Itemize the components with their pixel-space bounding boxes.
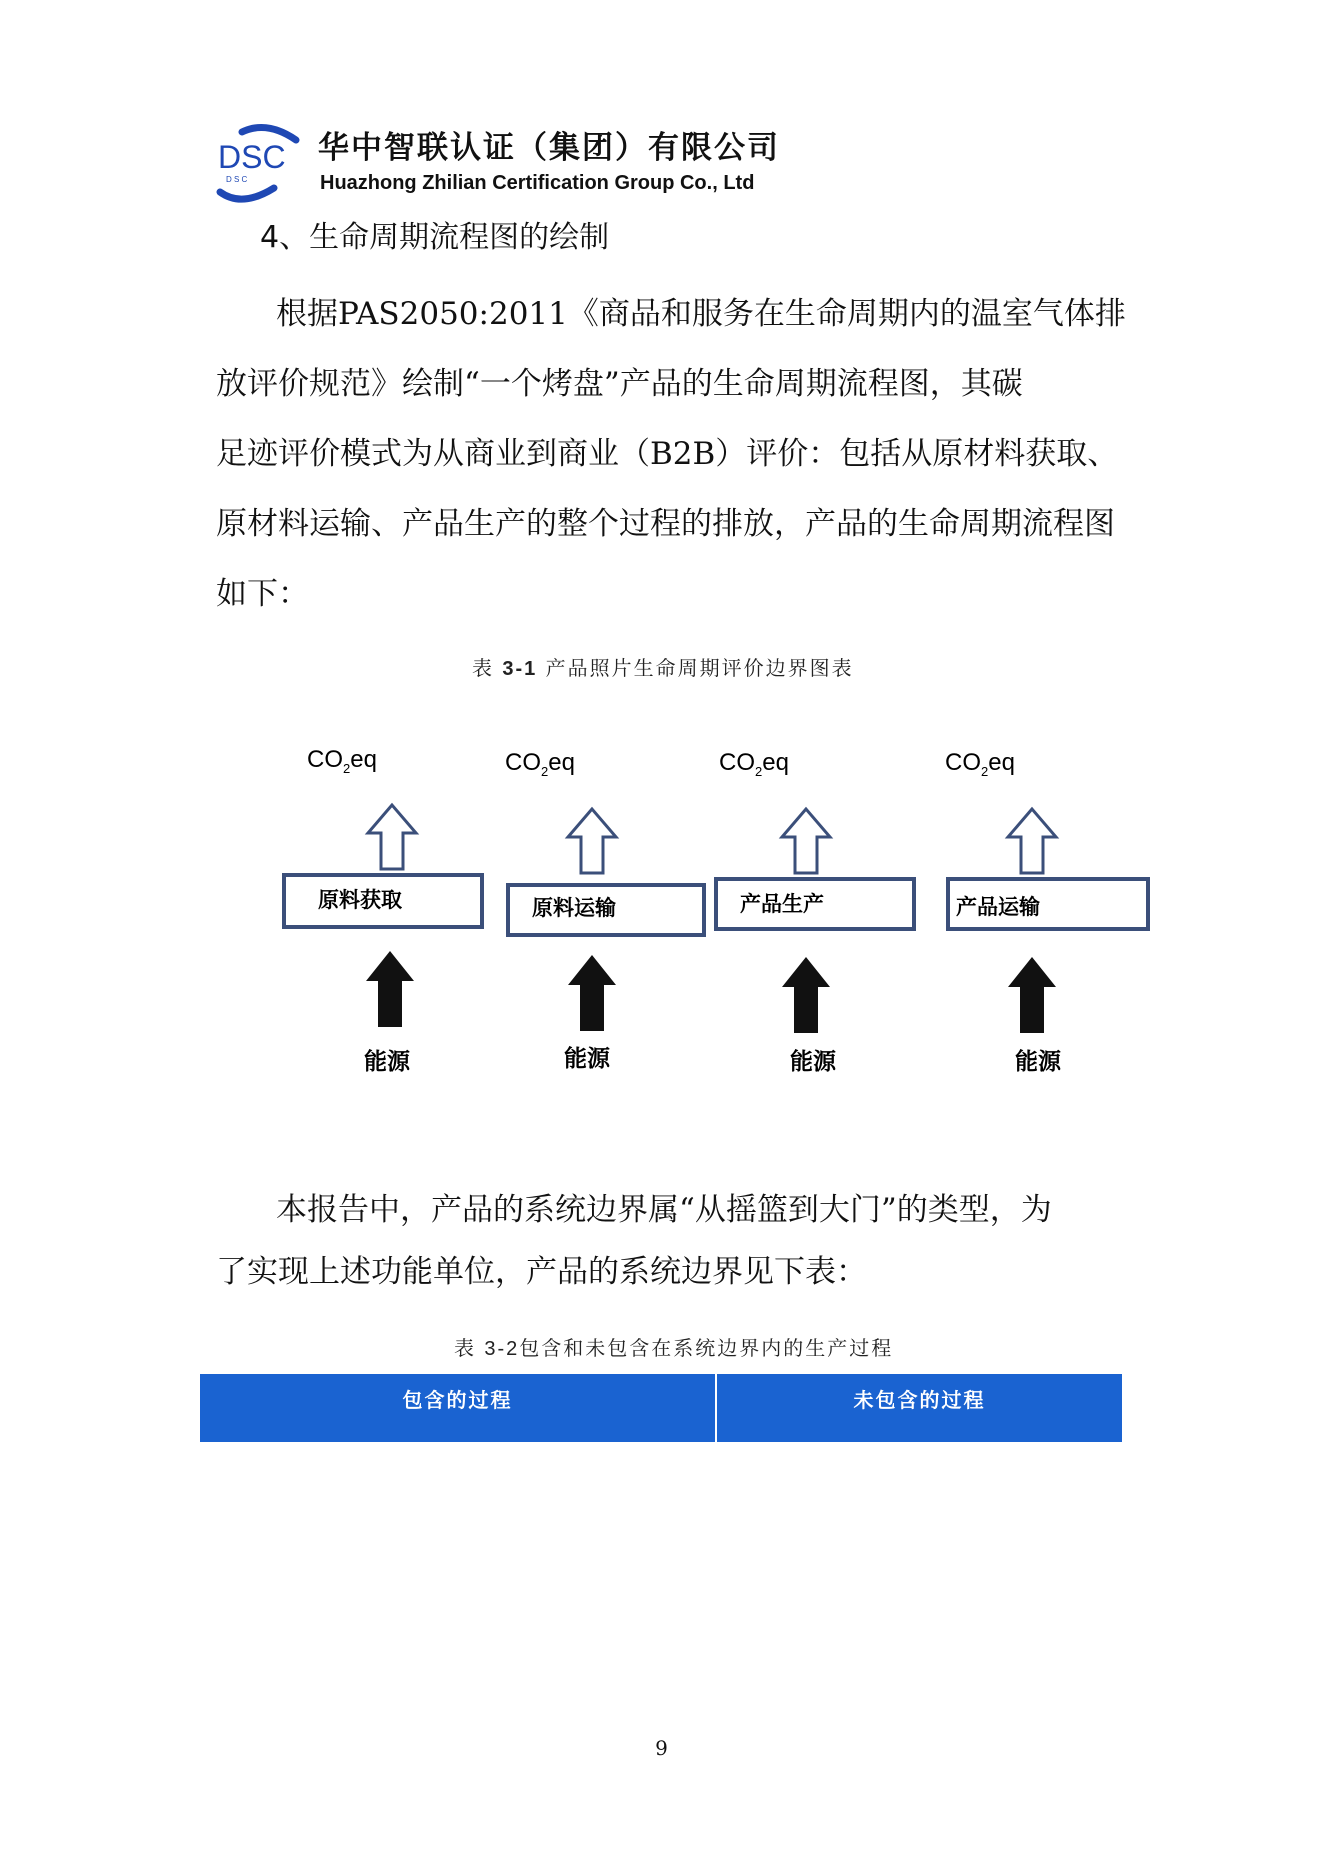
stage-group bbox=[945, 749, 1148, 1075]
figure-caption bbox=[472, 652, 854, 681]
company-logo bbox=[212, 122, 302, 206]
energy-label: 能源 bbox=[1015, 1049, 1061, 1075]
stage-label: 产品生产 bbox=[740, 892, 824, 916]
paragraph-line: 足迹评价模式为从商业到商业（B2B）评价：包括从原材料获取、 bbox=[216, 436, 1119, 472]
paragraph-line: 根据PAS2050:2011《商品和服务在生命周期内的温室气体排 bbox=[276, 296, 1126, 332]
table-header-cell: 包含的过程 bbox=[200, 1374, 716, 1442]
logo-text: DSC bbox=[218, 139, 286, 175]
page-number: 9 bbox=[655, 1736, 668, 1760]
emission-label: $CO_2eq$ bbox=[307, 746, 377, 776]
stage-label: 产品运输 bbox=[956, 895, 1040, 919]
caption-text: 包含和未包含在系统边界内的生产过程 bbox=[519, 1336, 894, 1360]
svg-text:D S C: D S C bbox=[226, 175, 248, 184]
stage-group bbox=[505, 749, 704, 1072]
energy-label: 能源 bbox=[564, 1046, 610, 1072]
section-heading: 4、生命周期流程图的绘制 bbox=[260, 220, 610, 255]
boundary-table bbox=[200, 1374, 1122, 1442]
emission-label: $CO_2eq$ bbox=[719, 749, 789, 779]
stage-label: 原料获取 bbox=[318, 888, 402, 912]
caption-prefix: 表 bbox=[472, 656, 494, 680]
company-name-en: Huazhong Zhilian Certification Group Co., Ltd bbox=[320, 172, 755, 194]
paragraph-line: 了实现上述功能单位，产品的系统边界见下表： bbox=[216, 1254, 867, 1290]
energy-arrow-icon bbox=[782, 957, 830, 1033]
emission-arrow-icon bbox=[568, 809, 616, 873]
stage-group bbox=[716, 749, 914, 1075]
paragraph-line: 放评价规范》绘制“一个烤盘”产品的生命周期流程图，其碳 bbox=[216, 366, 1023, 402]
table-header-cell: 未包含的过程 bbox=[716, 1374, 1122, 1442]
emission-label: $CO_2eq$ bbox=[945, 749, 1015, 779]
caption-number: 3-1 bbox=[502, 658, 538, 680]
energy-label: 能源 bbox=[790, 1049, 836, 1075]
lifecycle-flowchart bbox=[270, 735, 1160, 1095]
stage-label: 原料运输 bbox=[532, 896, 616, 920]
energy-arrow-icon bbox=[568, 955, 616, 1031]
company-name-cn: 华中智联认证（集团）有限公司 bbox=[318, 130, 780, 166]
paragraph-line: 原材料运输、产品生产的整个过程的排放，产品的生命周期流程图 bbox=[216, 506, 1115, 542]
table-header-row bbox=[200, 1374, 1122, 1442]
paragraph-line: 本报告中，产品的系统边界属“从摇篮到大门”的类型，为 bbox=[276, 1192, 1052, 1228]
emission-arrow-icon bbox=[782, 809, 830, 873]
energy-arrow-icon bbox=[1008, 957, 1056, 1033]
emission-arrow-icon bbox=[1008, 809, 1056, 873]
stage-group bbox=[284, 746, 482, 1075]
emission-label: $CO_2eq$ bbox=[505, 749, 575, 779]
energy-label: 能源 bbox=[364, 1049, 410, 1075]
energy-arrow-icon bbox=[366, 951, 414, 1027]
caption-prefix: 表 bbox=[454, 1336, 476, 1360]
caption-text: 产品照片生命周期评价边界图表 bbox=[545, 656, 854, 680]
caption-number: 3-2 bbox=[484, 1338, 520, 1360]
paragraph-line: 如下： bbox=[216, 576, 309, 612]
table-caption bbox=[454, 1332, 893, 1361]
emission-arrow-icon bbox=[368, 805, 416, 869]
